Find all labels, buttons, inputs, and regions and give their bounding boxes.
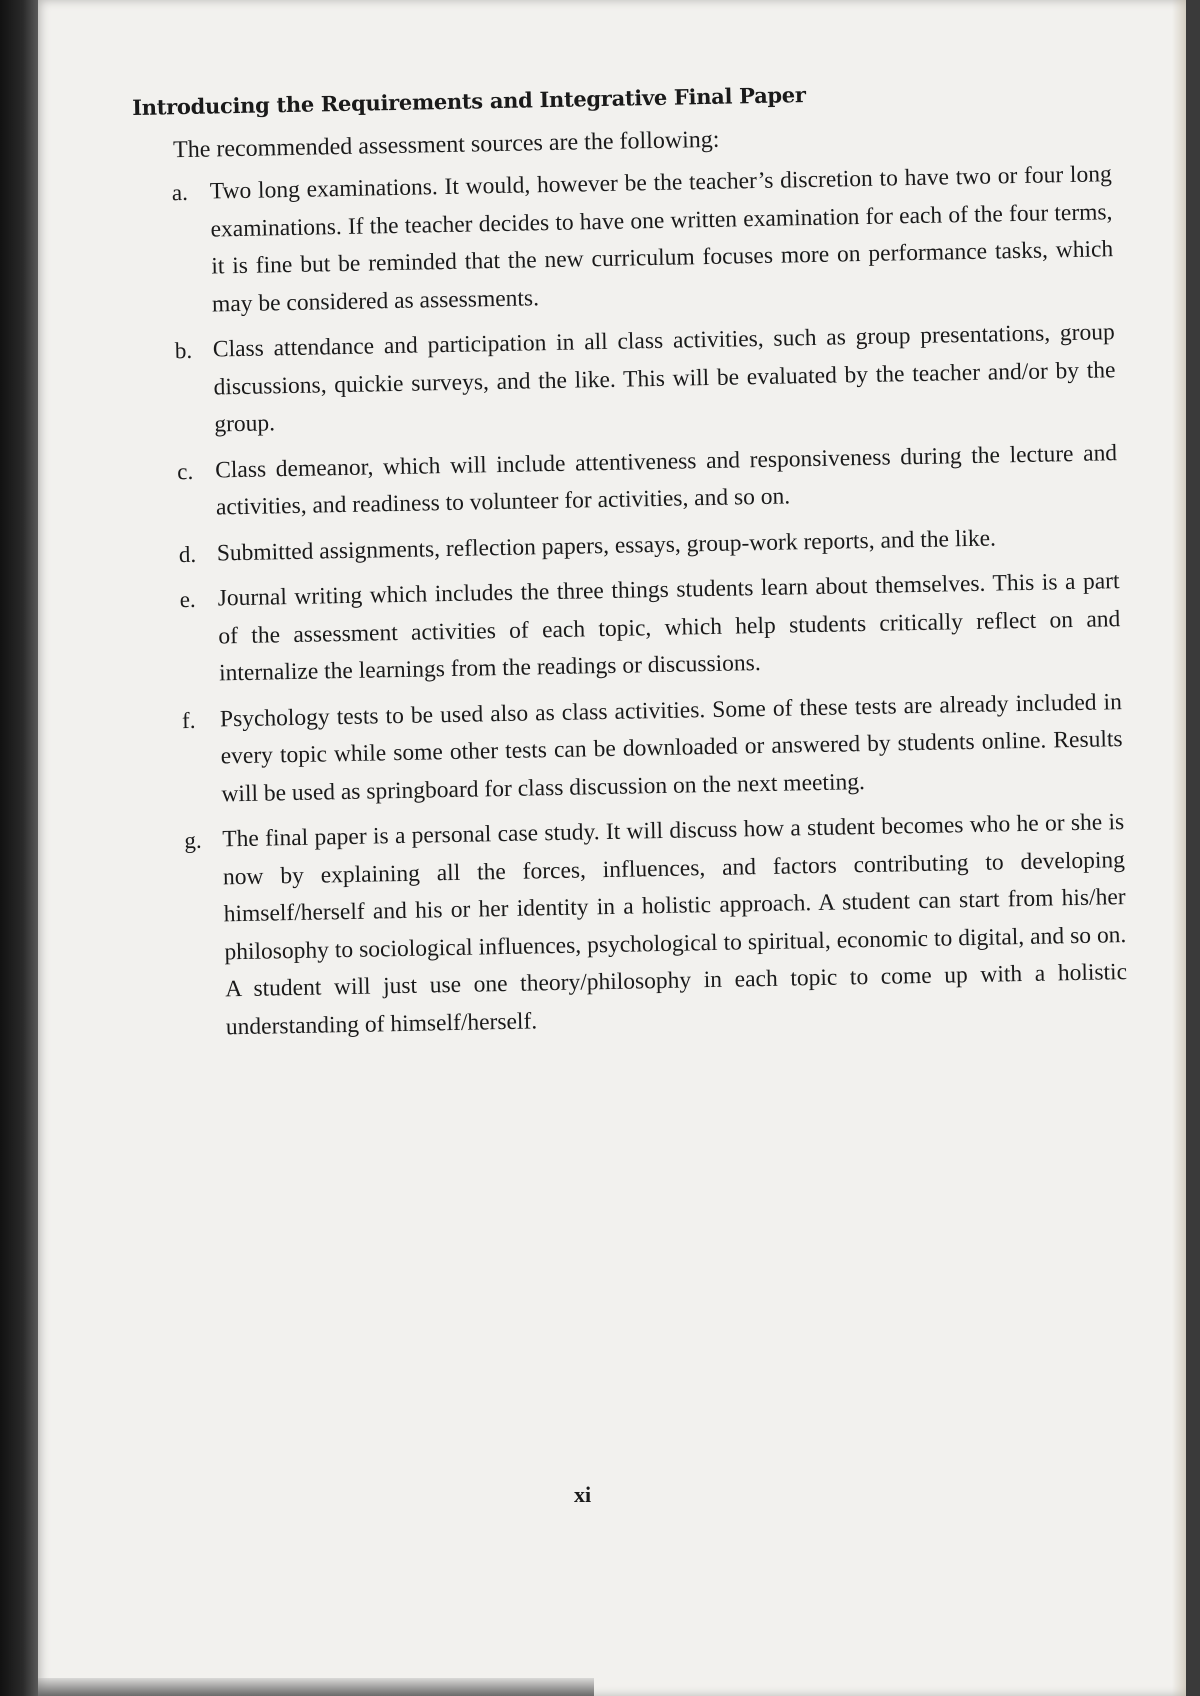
list-item-letter: d. bbox=[178, 541, 197, 567]
book-page bbox=[34, 0, 1186, 1696]
list-item bbox=[137, 314, 1129, 445]
list-item bbox=[134, 156, 1127, 325]
list-item-text: Psychology tests to be used also as class activities. Some of these tests are already included in every topic while some other tests can be downloaded or answered by students online. Results will be used as springboard for class discussion on the next meeting. bbox=[219, 688, 1123, 807]
list-item-letter: e. bbox=[179, 586, 196, 613]
list-item-letter: f. bbox=[181, 707, 196, 733]
page-content bbox=[132, 76, 1140, 1056]
list-item-letter: b. bbox=[174, 337, 193, 364]
list-item bbox=[146, 804, 1140, 1048]
list-item-text: Class demeanor, which will include attentiveness and responsiveness during the lecture and activities, and readiness to volunteer for activities, and so on. bbox=[214, 439, 1118, 521]
list-item bbox=[139, 434, 1130, 528]
assessment-list bbox=[134, 156, 1141, 1048]
list-item-text: Submitted assignments, reflection papers, essays, group-work reports, and the like. bbox=[216, 524, 997, 566]
list-item-letter: c. bbox=[176, 458, 194, 484]
list-item-letter: a. bbox=[171, 179, 189, 206]
list-item-text: The final paper is a personal case study. It will discuss how a student becomes who he or she is now by explaining all the forces, influences, and factors contributing to developing himself/herself and his or her identity in a holistic approach. A student can start from his/her philosophy to sociological influences, psychological to spiritual, economic to digital, and so on. A student will just use one theory/philosophy in each topic to come up with a holistic understanding of himself/herself. bbox=[222, 809, 1128, 1040]
book-binding-shadow bbox=[0, 0, 38, 1696]
page-number: xi bbox=[574, 1482, 592, 1507]
list-item-letter: g. bbox=[184, 827, 202, 854]
list-item bbox=[141, 563, 1133, 694]
list-item-text: Journal writing which includes the three things students learn about themselves. This is a part of the assessment activities of each topic, which help students critically reflect on and internalize the learnings from the readings or discussions. bbox=[217, 568, 1121, 687]
page-edge-shadow bbox=[1172, 0, 1186, 1696]
section-heading: Introducing the Requirements and Integrative Final Paper bbox=[132, 82, 806, 120]
intro-text: The recommended assessment sources are the following: bbox=[172, 126, 720, 164]
page-bottom-shadow bbox=[34, 1678, 594, 1696]
list-item-text: Two long examinations. It would, however be the teacher’s discretion to have two or four long examinations. If the teacher decides to have one written examination for each of the four terms, it is fine but be reminded that the new curriculum focuses more on performance tasks, which may be considered as assessments. bbox=[209, 161, 1114, 317]
list-item-text: Class attendance and participation in all class activities, such as group presentations, group discussions, quickie surveys, and the like. This will be evaluated by the teacher and/or by the group. bbox=[212, 319, 1116, 438]
list-item bbox=[144, 683, 1136, 814]
